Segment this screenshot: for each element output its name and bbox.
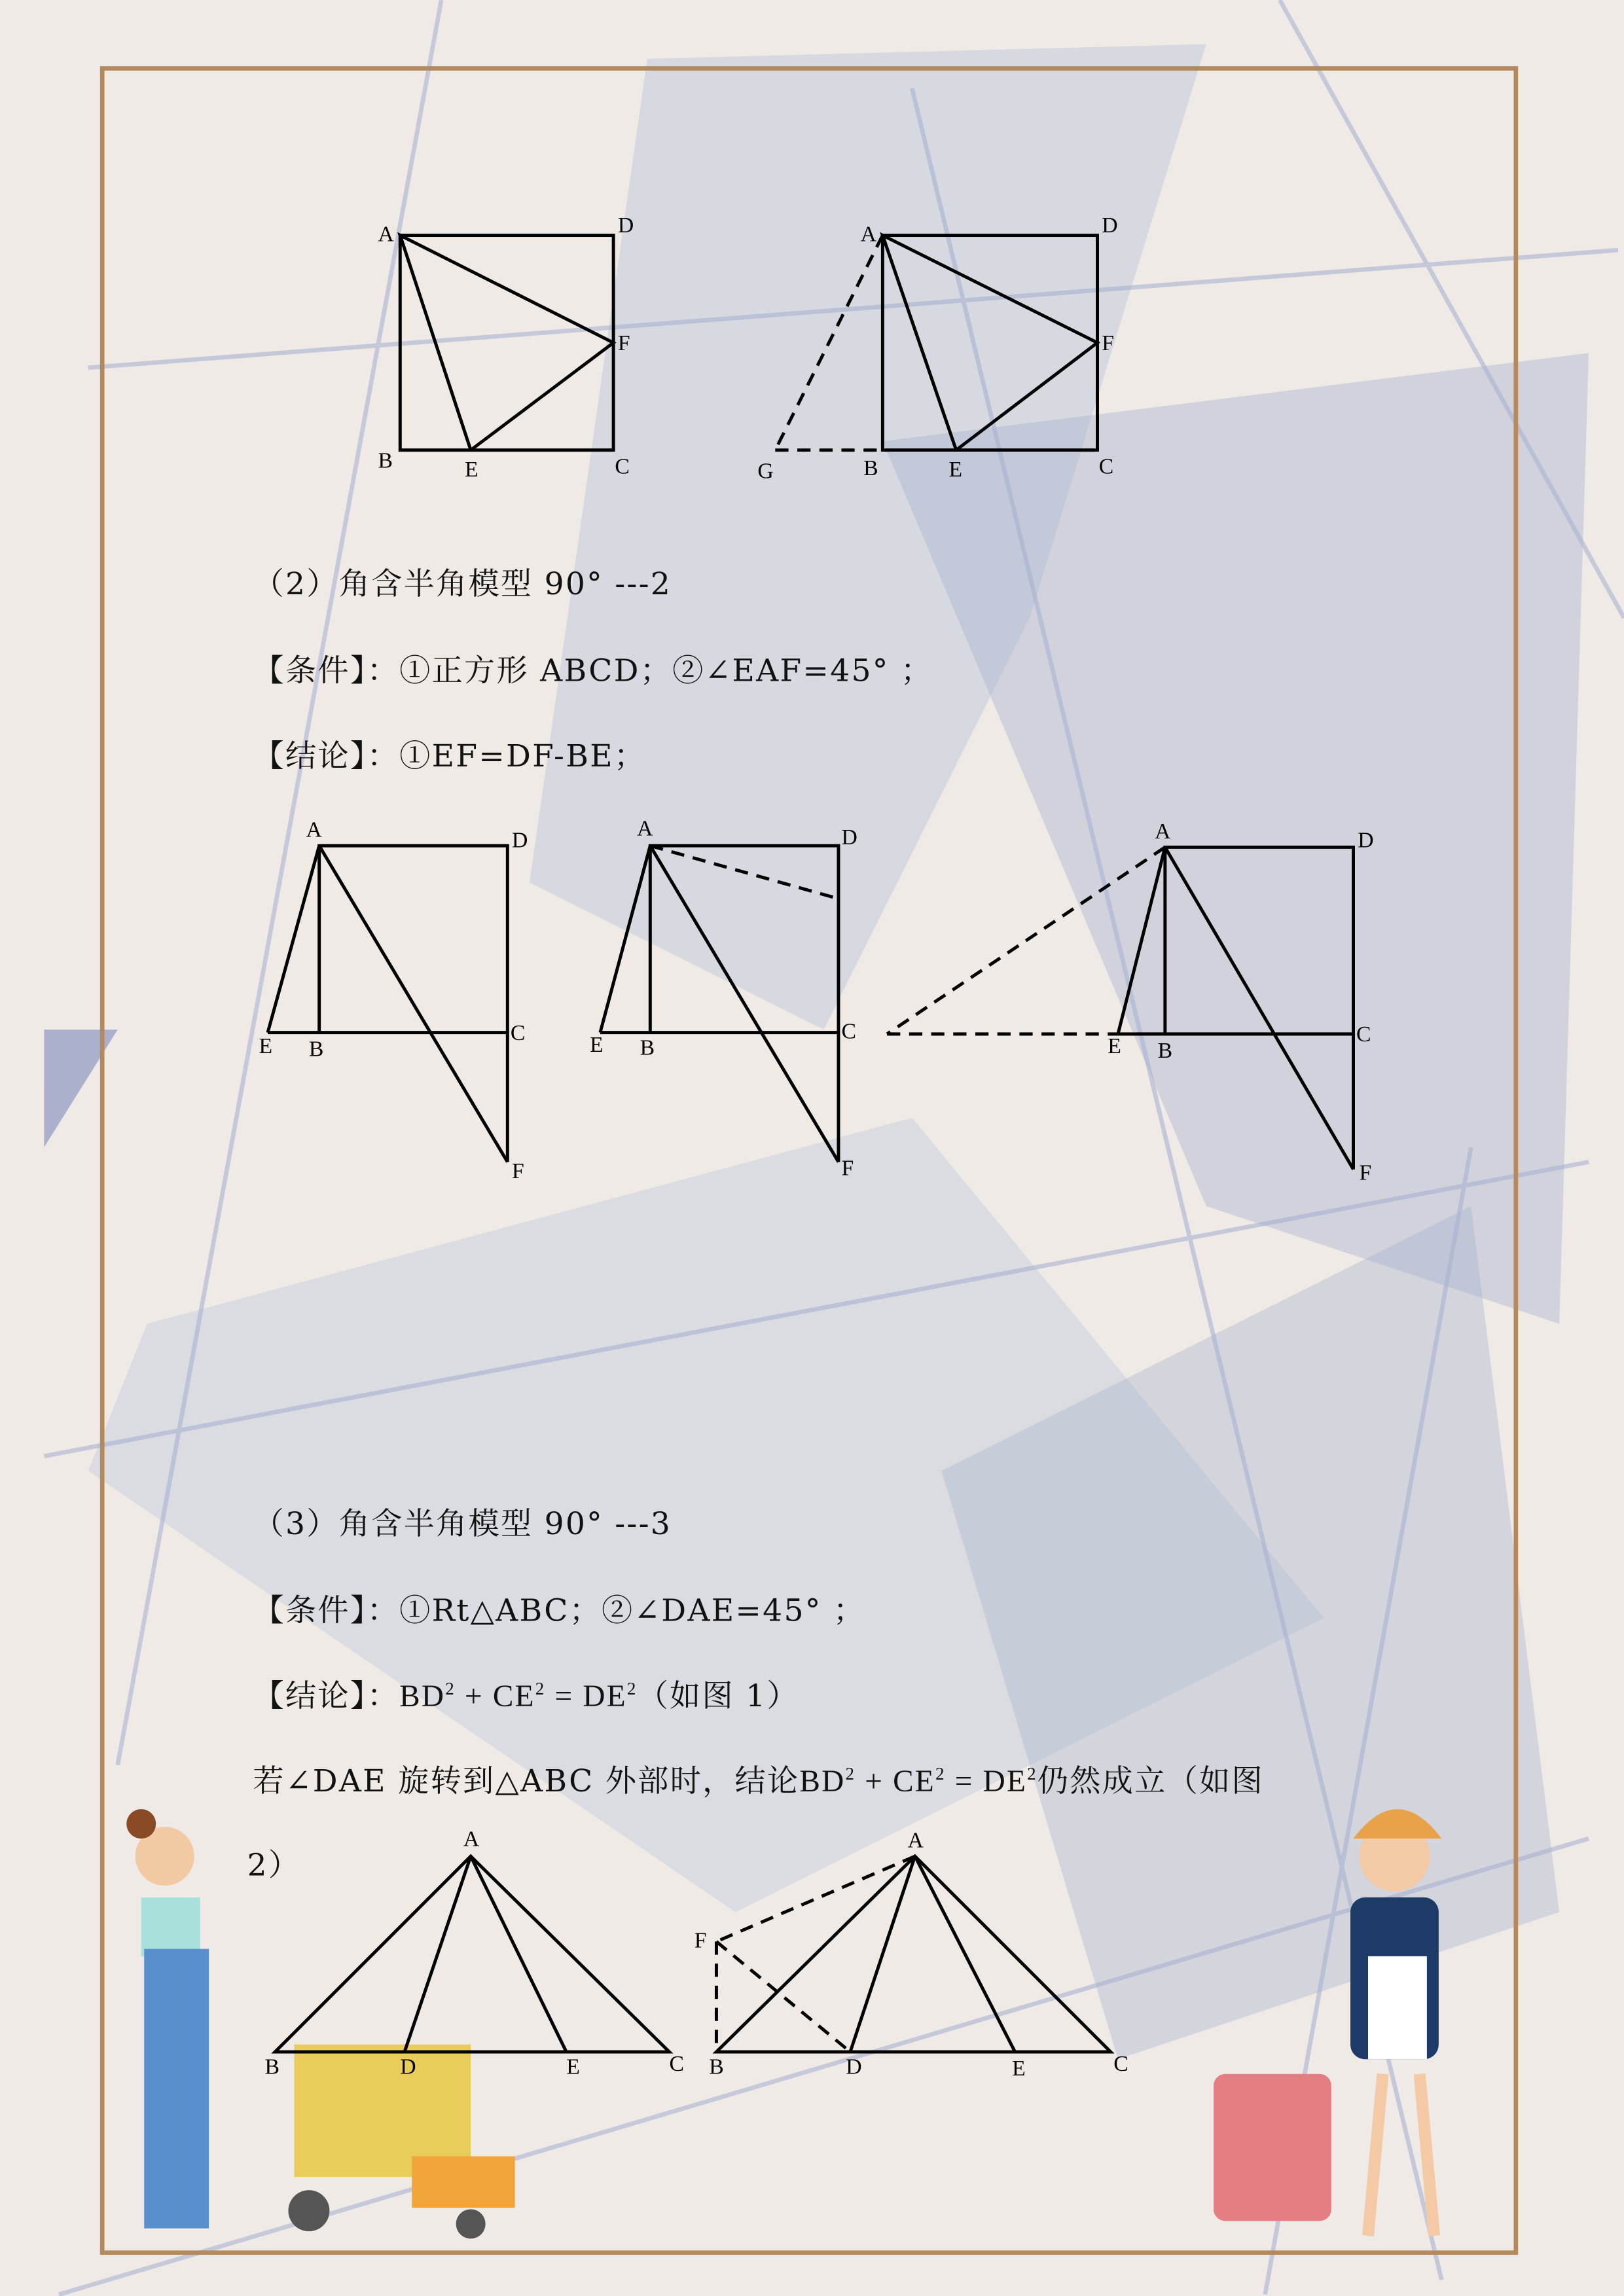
formula: $BD^2 + CE^2 = DE^2$ bbox=[399, 1678, 638, 1714]
figure-model2-3 bbox=[887, 847, 1353, 1169]
svg-text:D: D bbox=[1102, 213, 1118, 238]
section3-note bbox=[253, 1758, 1264, 1802]
svg-text:E: E bbox=[948, 457, 963, 482]
section3-note-end: 2） bbox=[247, 1847, 301, 1883]
figure-model3-1 bbox=[275, 1856, 669, 2052]
svg-text:D: D bbox=[400, 2054, 416, 2079]
section3-conclusion bbox=[253, 1672, 799, 1716]
svg-text:D: D bbox=[617, 213, 634, 238]
svg-text:A: A bbox=[378, 222, 394, 247]
svg-text:C: C bbox=[669, 2052, 685, 2077]
svg-text:D: D bbox=[512, 828, 528, 853]
figure-ref: （如图 1） bbox=[637, 1678, 799, 1714]
figure-square-2 bbox=[775, 236, 1097, 450]
svg-text:A: A bbox=[463, 1827, 480, 1852]
svg-text:B: B bbox=[378, 448, 393, 473]
section2-title: （2）角含半角模型 90° ---2 bbox=[253, 566, 672, 602]
svg-text:C: C bbox=[1113, 2052, 1128, 2077]
svg-text:C: C bbox=[1098, 454, 1114, 479]
svg-text:E: E bbox=[566, 2054, 580, 2079]
svg-text:E: E bbox=[1108, 1034, 1121, 1059]
svg-text:B: B bbox=[640, 1035, 655, 1060]
conclusion-label: 【结论】： bbox=[253, 1678, 400, 1714]
formula: $BD^2 + CE^2 = DE^2$ bbox=[799, 1763, 1038, 1799]
svg-text:A: A bbox=[637, 816, 653, 841]
figure-model2-1 bbox=[268, 846, 507, 1162]
section2-condition: 【条件】：①正方形 ABCD；②∠EAF=45° ； bbox=[253, 653, 933, 689]
svg-text:G: G bbox=[757, 459, 774, 484]
svg-text:D: D bbox=[1358, 828, 1374, 853]
svg-text:D: D bbox=[846, 2054, 862, 2079]
note-text: 若∠DAE 旋转到△ABC 外部时，结论 bbox=[253, 1763, 800, 1799]
svg-text:B: B bbox=[308, 1037, 324, 1062]
note-text: 仍然成立（如图 bbox=[1037, 1763, 1264, 1799]
figure-square-1 bbox=[400, 236, 613, 450]
svg-text:A: A bbox=[306, 817, 322, 842]
figure-model3-2 bbox=[716, 1856, 1110, 2052]
svg-text:F: F bbox=[841, 1156, 854, 1181]
svg-text:C: C bbox=[615, 454, 630, 479]
svg-text:C: C bbox=[510, 1020, 526, 1045]
svg-text:E: E bbox=[1012, 2056, 1026, 2081]
svg-text:A: A bbox=[860, 222, 876, 247]
figure-model2-2 bbox=[600, 846, 839, 1162]
svg-text:A: A bbox=[1155, 819, 1171, 844]
svg-text:C: C bbox=[1356, 1022, 1371, 1047]
svg-text:F: F bbox=[617, 331, 630, 355]
svg-text:B: B bbox=[264, 2054, 280, 2079]
section3-title: （3）角含半角模型 90° ---3 bbox=[253, 1506, 672, 1542]
svg-text:F: F bbox=[694, 1928, 707, 1953]
section3-condition: 【条件】：①Rt△ABC；②∠DAE=45° ； bbox=[253, 1592, 866, 1628]
maid-illustration-right bbox=[1214, 1809, 1441, 2236]
svg-text:E: E bbox=[590, 1032, 604, 1057]
svg-text:A: A bbox=[907, 1828, 924, 1853]
svg-text:B: B bbox=[863, 456, 878, 480]
svg-text:F: F bbox=[1359, 1160, 1372, 1185]
cleaner-illustration-left bbox=[126, 1809, 514, 2238]
svg-text:B: B bbox=[1157, 1038, 1173, 1063]
svg-text:F: F bbox=[512, 1159, 524, 1184]
svg-text:E: E bbox=[259, 1034, 273, 1059]
svg-text:F: F bbox=[1102, 331, 1114, 355]
svg-text:B: B bbox=[709, 2054, 724, 2079]
svg-text:E: E bbox=[465, 457, 478, 482]
section2-conclusion: 【结论】：①EF=DF-BE； bbox=[253, 738, 647, 774]
svg-text:D: D bbox=[841, 825, 857, 850]
svg-text:C: C bbox=[841, 1019, 856, 1044]
